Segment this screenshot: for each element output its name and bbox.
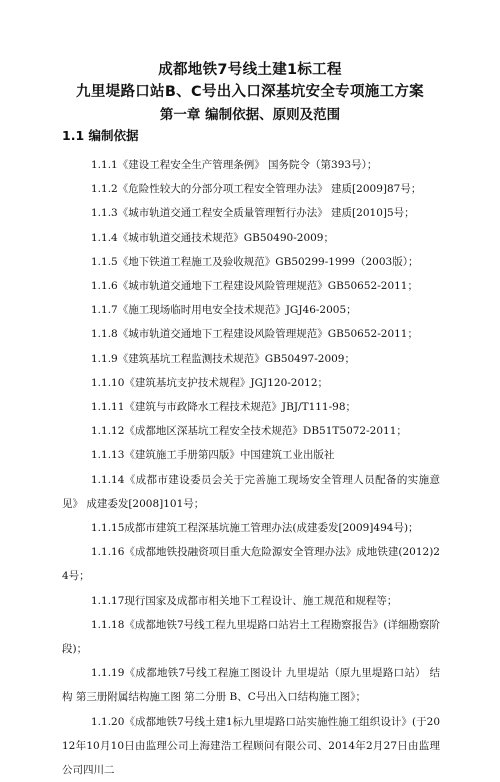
document-title: 成都地铁7号线土建1标工程 — [158, 62, 342, 78]
document-subtitle: 九里堤路口站B、C号出入口深基坑安全专项施工方案 — [76, 84, 424, 100]
list-item: 1.1.8《城市轨道交通地下工程建设风险管理规范》GB50652-2011； — [91, 328, 418, 341]
list-item: 1.1.18《成都地铁7号线工程九里堤路口站岩土工程勘察报告》(详细勘察阶段)； — [62, 618, 440, 656]
list-item: 1.1.11《建筑与市政降水工程技术规范》JBJ/T111-98； — [91, 401, 357, 414]
list-item: 1.1.9《建筑基坑工程监测技术规范》GB50497-2009； — [91, 352, 355, 365]
section-heading: 1.1 编制依据 — [62, 128, 139, 143]
list-item: 1.1.16《成都地铁投融资项目重大危险源安全管理办法》成地铁建(2012)24号； — [62, 546, 440, 583]
list-item: 1.1.2《危险性较大的分部分项工程安全管理办法》 建质[2009]87号； — [91, 183, 422, 196]
list-item: 1.1.7《施工现场临时用电安全技术规范》JGJ46-2005； — [91, 304, 357, 317]
list-item: 1.1.12《成都地区深基坑工程安全技术规范》DB51T5072-2011； — [91, 425, 407, 438]
list-item: 1.1.14《成都市建设委员会关于完善施工现场安全管理人员配备的实施意见》 成建委发[2008]101号； — [62, 473, 440, 510]
list-item: 1.1.15成都市建筑工程深基坑施工管理办法(成建委发[2009]494号)； — [91, 522, 419, 535]
list-item: 1.1.3《城市轨道交通工程安全质量管理暂行办法》 建质[2010]5号； — [91, 207, 415, 220]
list-item: 1.1.5《地下铁道工程施工及验收规范》GB50299-1999（2003版）； — [91, 255, 419, 268]
list-item: 1.1.13《建筑施工手册第四版》中国建筑工业出版社 — [91, 449, 335, 462]
list-item: 1.1.17现行国家及成都市相关地下工程设计、施工规范和规程等； — [91, 594, 398, 607]
list-item: 1.1.4《城市轨道交通技术规范》GB50490-2009； — [91, 231, 334, 244]
list-item: 1.1.6《城市轨道交通地下工程建设风险管理规范》GB50652-2011； — [91, 280, 418, 293]
chapter-heading: 第一章 编制依据、原则及范围 — [159, 107, 341, 123]
list-item: 1.1.10《建筑基坑支护技术规程》JGJ120-2012； — [91, 376, 329, 389]
list-item: 1.1.19《成都地铁7号线工程施工图设计 九里堤站（原九里堤路口站） 结构 第三册附属结构施工图 第二分册 B、C号出入口结构施工图》； — [62, 667, 440, 704]
list-item: 1.1.20《成都地铁7号线土建1标九里堤路口站实施性施工组织设计》(于2012年10月10日由监理公司上海建浩工程顾问有限公司、2014年2月27日由监理公司四川二 — [62, 715, 440, 777]
list-item: 1.1.1《建设工程安全生产管理条例》 国务院令（第393号）； — [91, 159, 378, 171]
basis-list — [62, 153, 440, 782]
